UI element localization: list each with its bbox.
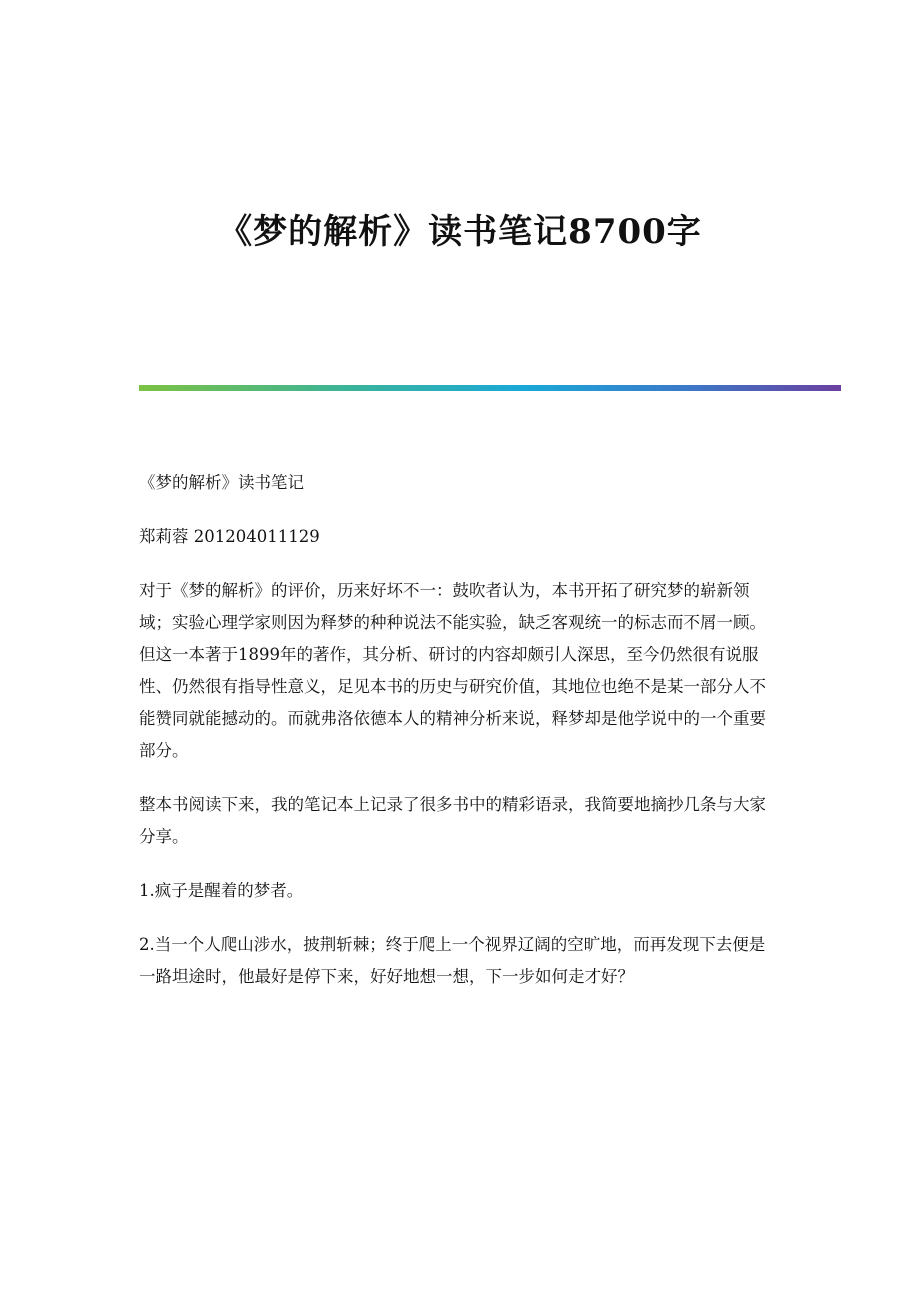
document-body	[139, 467, 781, 1015]
subtitle-paragraph: 《梦的解析》读书笔记	[139, 473, 304, 492]
quote-item: 1.疯子是醒着的梦者。	[139, 881, 304, 900]
body-paragraph: 整本书阅读下来，我的笔记本上记录了很多书中的精彩语录，我简要地摘抄几条与大家分享。	[139, 795, 766, 846]
body-paragraph: 对于《梦的解析》的评价，历来好坏不一：鼓吹者认为，本书开拓了研究梦的崭新领域；实验心理学家则因为释梦的种种说法不能实验，缺乏客观统一的标志而不屑一顾。但这一本著于1899年的著作，其分析、研讨的内容却颇引人深思，至今仍然很有说服性、仍然很有指导性意义，足见本书的历史与研究价值，其地位也绝不是某一部分人不能赞同就能撼动的。而就弗洛依德本人的精神分析来说，释梦却是他学说中的一个重要部分。	[139, 581, 766, 760]
author-paragraph: 郑莉蓉 201204011129	[139, 527, 320, 546]
quote-item: 2.当一个人爬山涉水，披荆斩棘；终于爬上一个视界辽阔的空旷地，而再发现下去便是一路坦途时，他最好是停下来，好好地想一想，下一步如何走才好？	[139, 935, 766, 986]
title-divider	[139, 385, 841, 391]
document-title: 《梦的解析》读书笔记8700字	[218, 212, 702, 252]
